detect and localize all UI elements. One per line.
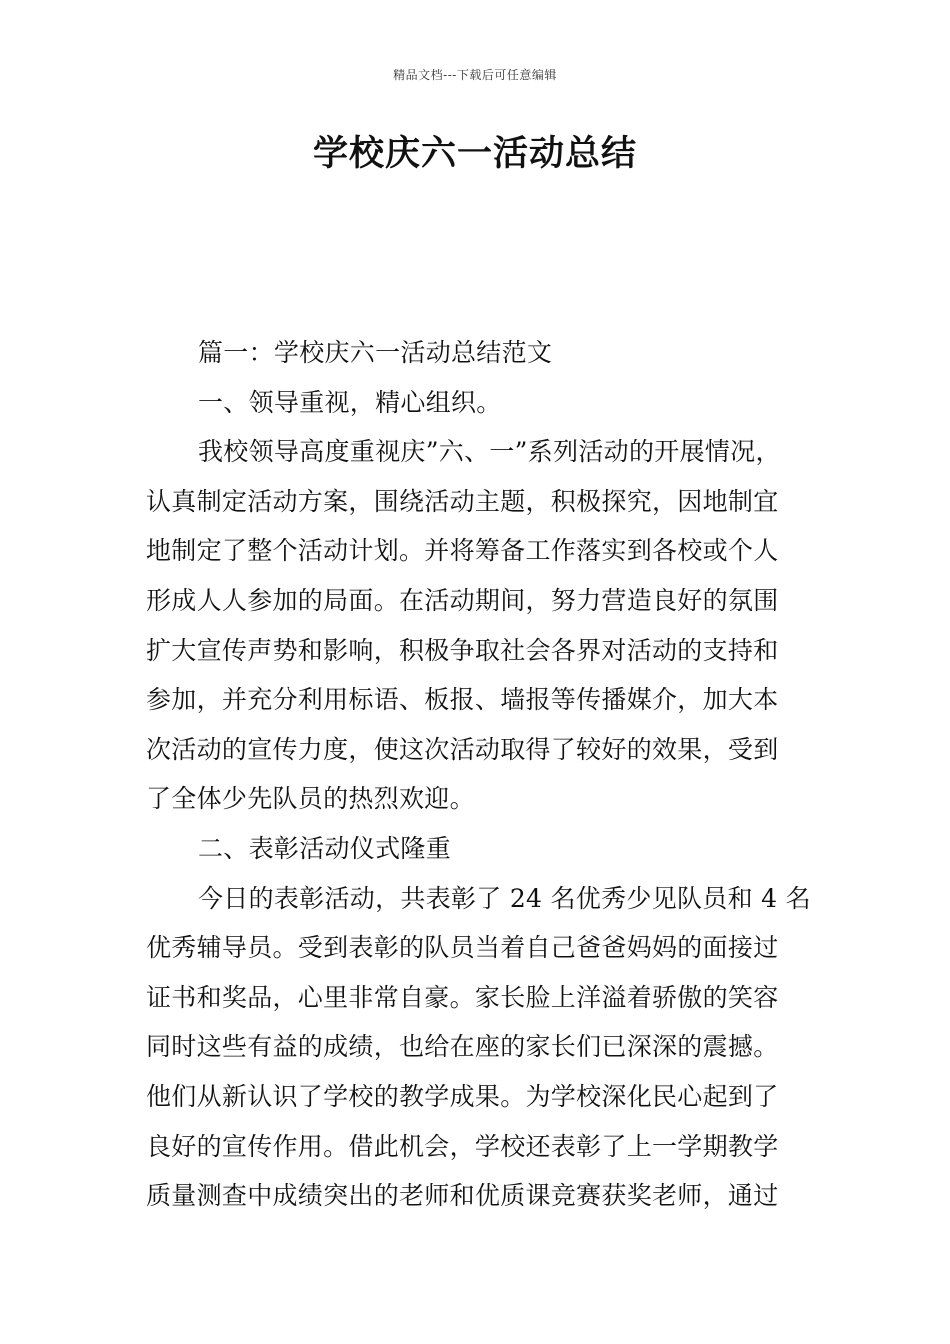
paragraph-line: 参加，并充分利用标语、板报、墙报等传播媒介，加大本 [146, 685, 779, 715]
document-title: 学校庆六一活动总结 [312, 134, 637, 174]
paragraph-line: 质量测查中成绩突出的老师和优质课竞赛获奖老师，通过 [146, 1181, 779, 1211]
paragraph-line: 我校领导高度重视庆”六、一”系列活动的开展情况， [198, 437, 781, 467]
paragraph-line: 形成人人参加的局面。在活动期间，努力营造良好的氛围 [146, 585, 779, 615]
subsection-heading: 一、领导重视，精心组织。 [198, 387, 502, 417]
header-note: 精品文档---下载后可任意编辑 [393, 68, 557, 82]
paragraph-line: 证书和奖品，心里非常自豪。家长脸上洋溢着骄傲的笑容 [146, 982, 779, 1012]
document-body [146, 328, 810, 1221]
paragraph-line: 认真制定活动方案，围绕活动主题，积极探究，因地制宜 [146, 486, 779, 516]
paragraph-line: 他们从新认识了学校的教学成果。为学校深化民心起到了 [146, 1081, 779, 1111]
paragraph-line: 优秀辅导员。受到表彰的队员当着自己爸爸妈妈的面接过 [146, 933, 779, 963]
paragraph-line: 了全体少先队员的热烈欢迎。 [146, 784, 475, 814]
paragraph-line: 同时这些有益的成绩，也给在座的家长们已深深的震撼。 [146, 1032, 779, 1062]
paragraph-line: 次活动的宣传力度，使这次活动取得了较好的效果，受到 [146, 734, 779, 764]
paragraph-line: 地制定了整个活动计划。并将筹备工作落实到各校或个人 [146, 536, 779, 566]
paragraph-line: 今日的表彰活动，共表彰了 24 名优秀少见队员和 4 名 [198, 883, 811, 913]
subsection-heading: 二、表彰活动仪式隆重 [198, 833, 452, 863]
paragraph-line: 扩大宣传声势和影响，积极争取社会各界对活动的支持和 [146, 635, 779, 665]
section-heading: 篇一：学校庆六一活动总结范文 [198, 338, 553, 367]
paragraph-line: 良好的宣传作用。借此机会，学校还表彰了上一学期教学 [146, 1131, 779, 1161]
